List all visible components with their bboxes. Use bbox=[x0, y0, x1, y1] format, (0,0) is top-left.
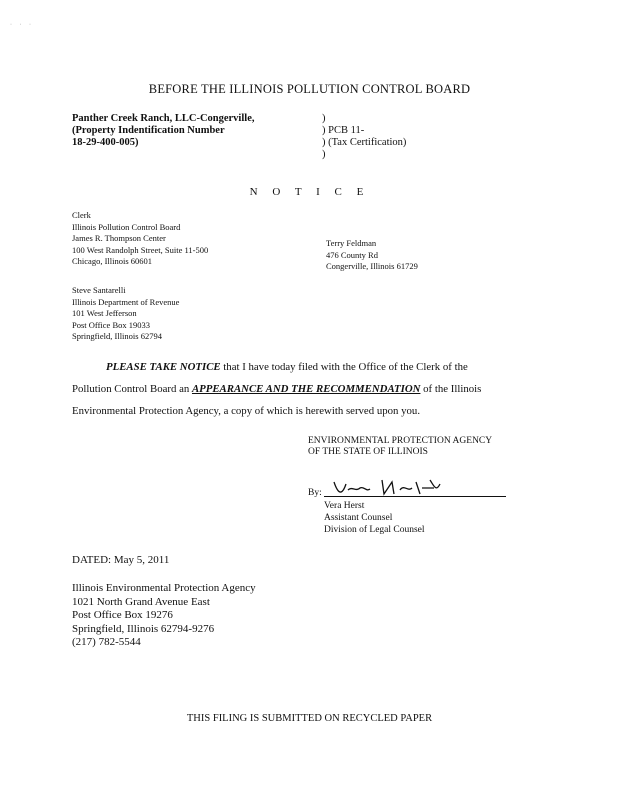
body-text: Pollution Control Board an bbox=[72, 383, 192, 395]
body-text: of the Illinois bbox=[420, 383, 482, 395]
recipient-revenue bbox=[72, 285, 179, 343]
address-line: Post Office Box 19276 bbox=[72, 609, 173, 622]
address-line: Springfield, Illinois 62794-9276 bbox=[72, 622, 215, 635]
address-line: Congerville, Illinois 61729 bbox=[326, 261, 418, 272]
caption-right-4: ) bbox=[322, 149, 326, 160]
body-text: that I have today filed with the Office of the Clerk of the bbox=[220, 361, 468, 373]
recycled-paper-note: THIS FILING IS SUBMITTED ON RECYCLED PAPER bbox=[186, 713, 433, 724]
signatory-title: Assistant Counsel bbox=[324, 513, 393, 523]
address-line: Post Office Box 19033 bbox=[72, 319, 150, 330]
address-line: James R. Thompson Center bbox=[72, 233, 166, 244]
signatory-name: Vera Herst bbox=[324, 501, 365, 511]
address-line: Terry Feldman bbox=[326, 238, 377, 248]
caption-line-2: (Property Indentification Number bbox=[72, 125, 225, 136]
caption-right-2: ) PCB 11- bbox=[322, 125, 365, 136]
address-line: Illinois Department of Revenue bbox=[72, 296, 180, 307]
notice-heading: N O T I C E bbox=[249, 186, 370, 198]
agency-line: OF THE STATE OF ILLINOIS bbox=[308, 447, 428, 457]
agency-block bbox=[308, 436, 492, 458]
document-title: BEFORE THE ILLINOIS POLLUTION CONTROL BOARD bbox=[148, 82, 471, 96]
filing-title: APPEARANCE AND THE RECOMMENDATION bbox=[191, 383, 421, 395]
caption-line-1: Panther Creek Ranch, LLC-Congerville, bbox=[72, 113, 255, 124]
body-line-2 bbox=[72, 383, 481, 395]
recipient-clerk bbox=[72, 210, 208, 268]
signatory-division: Division of Legal Counsel bbox=[324, 525, 425, 535]
caption-right-3: ) (Tax Certification) bbox=[322, 137, 407, 148]
signature-line bbox=[324, 496, 506, 497]
body-line-3: Environmental Protection Agency, a copy of which is herewith served upon you. bbox=[72, 405, 421, 417]
address-line: Illinois Pollution Control Board bbox=[72, 221, 181, 232]
dated-line: DATED: May 5, 2011 bbox=[72, 554, 170, 566]
body-line-1 bbox=[106, 361, 468, 373]
caption-line-3: 18-29-400-005) bbox=[72, 137, 139, 148]
agency-line: ENVIRONMENTAL PROTECTION AGENCY bbox=[308, 436, 493, 446]
signatory-block bbox=[324, 500, 425, 536]
caption-right-1: ) bbox=[322, 113, 326, 124]
address-line: Steve Santarelli bbox=[72, 285, 126, 295]
address-line: Springfield, Illinois 62794 bbox=[72, 331, 162, 342]
address-line: Chicago, Illinois 60601 bbox=[72, 256, 153, 267]
address-line: (217) 782-5544 bbox=[72, 636, 141, 649]
address-line: Illinois Environmental Protection Agency bbox=[72, 582, 256, 594]
address-line: Clerk bbox=[72, 210, 91, 220]
address-line: 100 West Randolph Street, Suite 11-500 bbox=[72, 244, 209, 255]
address-line: 476 County Rd bbox=[326, 249, 378, 260]
agency-address bbox=[72, 582, 256, 650]
address-line: 101 West Jefferson bbox=[72, 308, 137, 319]
by-label: By: bbox=[308, 488, 322, 498]
address-line: 1021 North Grand Avenue East bbox=[72, 595, 210, 608]
recipient-feldman bbox=[326, 238, 418, 273]
please-take-notice: PLEASE TAKE NOTICE bbox=[106, 361, 221, 373]
corner-mark: · · · bbox=[10, 22, 34, 28]
